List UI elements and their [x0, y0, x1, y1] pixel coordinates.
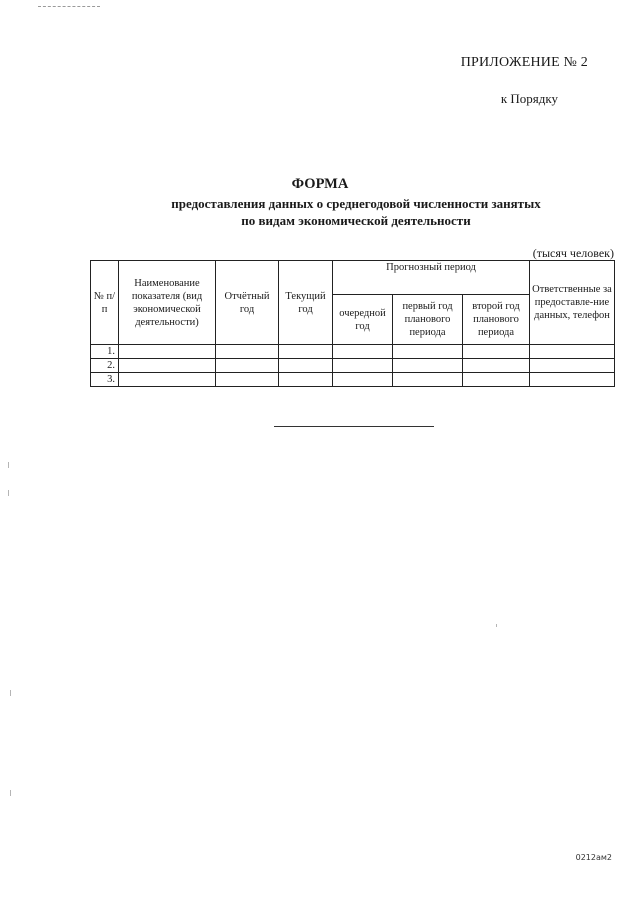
- scan-speck: [8, 462, 9, 468]
- appendix-reference: к Порядку: [500, 91, 558, 106]
- table-cell: [279, 373, 333, 387]
- scan-speck: [10, 690, 11, 696]
- table-row: [91, 373, 615, 387]
- appendix-heading: ПРИЛОЖЕНИЕ № 2: [460, 55, 588, 70]
- scan-mark: [38, 6, 100, 9]
- closing-line: [274, 426, 434, 427]
- table-cell: [530, 345, 615, 359]
- subtitle-line-1: предоставления данных о среднегодовой численности занятых: [171, 196, 541, 211]
- table-cell: [119, 345, 216, 359]
- table-cell: [279, 345, 333, 359]
- table-cell: [119, 373, 216, 387]
- header-second-plan-year: второй год планового периода: [463, 295, 530, 345]
- table-cell: [216, 359, 279, 373]
- table-header-row: [91, 261, 615, 295]
- footer-code: 0212ам2: [575, 853, 612, 862]
- table-cell: [530, 359, 615, 373]
- header-first-plan-year: первый год планового периода: [393, 295, 463, 345]
- row-number: 3.: [91, 373, 119, 387]
- row-number: 1.: [91, 345, 119, 359]
- table-cell: [393, 373, 463, 387]
- header-current-year: Текущий год: [279, 261, 333, 345]
- scan-speck: [10, 790, 11, 796]
- header-number: № п/п: [91, 261, 119, 345]
- table-cell: [333, 359, 393, 373]
- table-cell: [119, 359, 216, 373]
- table-row: [91, 345, 615, 359]
- subtitle-line-2: по видам экономической деятельности: [241, 213, 471, 228]
- table-cell: [463, 345, 530, 359]
- header-forecast-period: Прогнозный период: [333, 261, 530, 295]
- table-cell: [393, 345, 463, 359]
- table-row: [91, 359, 615, 373]
- table-cell: [216, 373, 279, 387]
- form-title: ФОРМА: [291, 176, 349, 192]
- scan-speck: [496, 624, 497, 627]
- table-cell: [333, 345, 393, 359]
- table-cell: [216, 345, 279, 359]
- table-cell: [463, 359, 530, 373]
- table-cell: [463, 373, 530, 387]
- table-cell: [333, 373, 393, 387]
- header-responsible: Ответственные за предоставле-ние данных, телефон: [530, 261, 615, 345]
- table-cell: [530, 373, 615, 387]
- data-table: [90, 260, 615, 387]
- form-subtitle: [0, 195, 640, 229]
- header-indicator-name: Наименование показателя (вид экономической деятельности): [119, 261, 216, 345]
- table-cell: [393, 359, 463, 373]
- unit-note: (тысяч человек): [532, 246, 614, 260]
- row-number: 2.: [91, 359, 119, 373]
- header-report-year: Отчётный год: [216, 261, 279, 345]
- table-cell: [279, 359, 333, 373]
- header-next-year: очередной год: [333, 295, 393, 345]
- scan-speck: [8, 490, 9, 496]
